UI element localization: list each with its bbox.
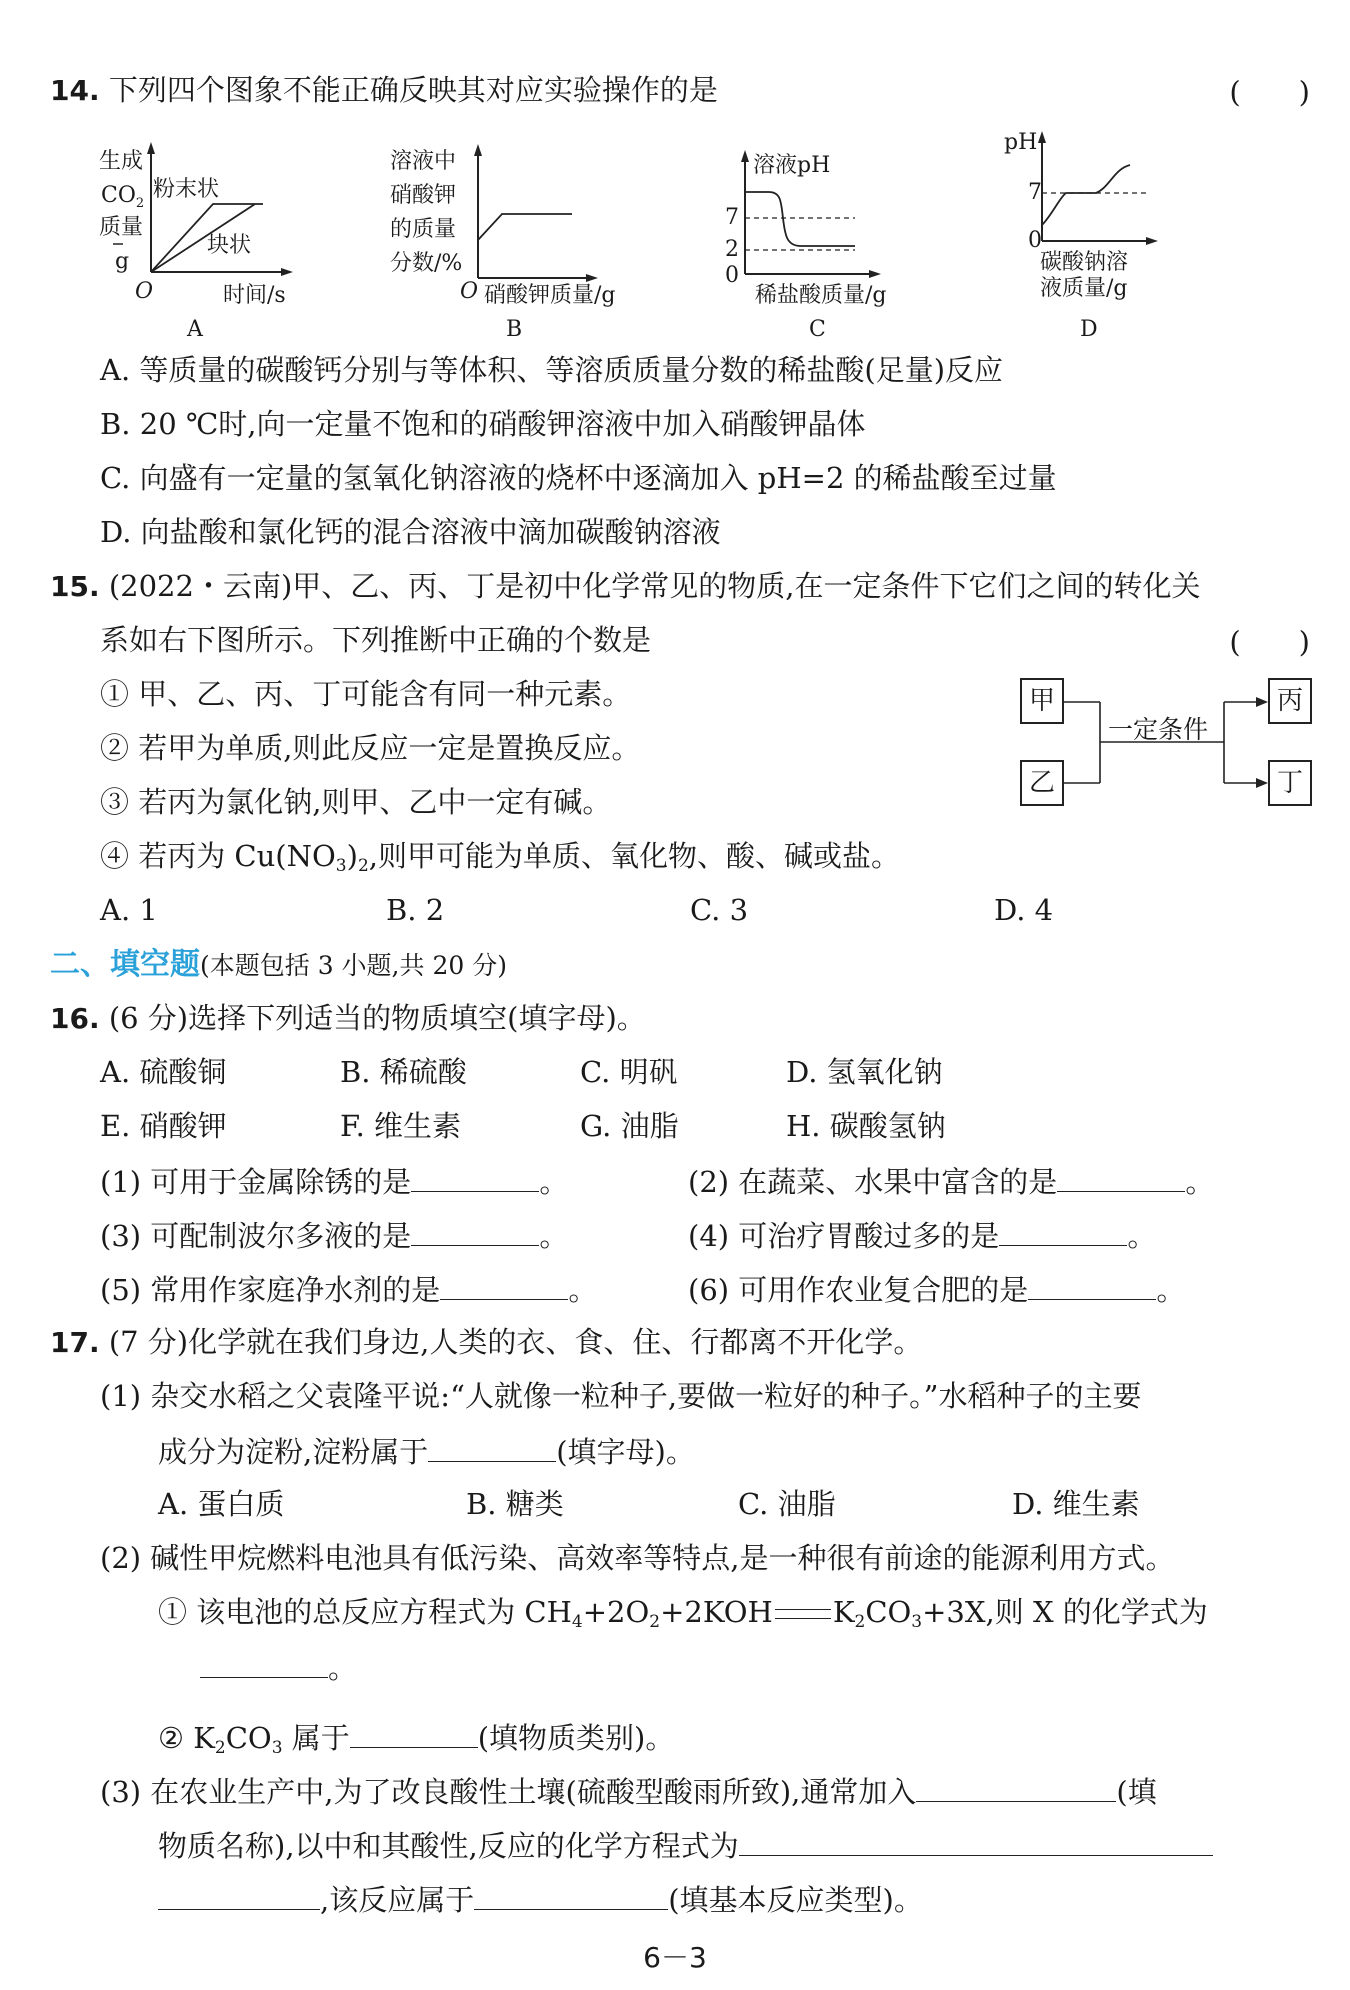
q14-answer-paren: ( ) [1229,75,1310,109]
q17-choice-a: A. 蛋白质 [158,1487,285,1521]
q16-item-6: (6) 可用作农业复合肥的是 。 [688,1268,1185,1310]
graph-b-ylabel4: 分数/% [390,251,463,276]
graph-c [725,140,965,340]
q17-part3-line2: 物质名称),以中和其酸性,反应的化学方程式为 [158,1824,1213,1866]
graph-d-ylabel: pH [1004,130,1038,155]
q15-number: 15. [50,570,100,603]
diagram-box-yi: 乙 [1020,760,1064,806]
q16-item-1: (1) 可用于金属除锈的是 。 [100,1160,568,1202]
graph-a [95,140,315,340]
q17-part1-line1: (1) 杂交水稻之父袁隆平说:“人就像一粒种子,要做一粒好的种子。”水稻种子的主要 [100,1379,1142,1413]
diagram-box-jia: 甲 [1020,678,1064,724]
q16-blank-1[interactable] [411,1160,539,1192]
q15-choice-b: B. 2 [386,893,445,927]
q17-choice-d: D. 维生素 [1012,1487,1140,1521]
q17-blank-5[interactable] [739,1824,1213,1856]
q16-blank-3[interactable] [411,1214,539,1246]
graph-c-tick0: 0 [725,263,739,288]
q16-choice-c: C. 明矾 [580,1055,678,1089]
diagram-condition-label: 一定条件 [1108,715,1209,744]
q17-blank-1[interactable] [428,1430,556,1462]
q15-answer-paren: ( ) [1229,625,1310,659]
q14-stem: 下列四个图象不能正确反映其对应实验操作的是 [108,73,718,107]
graph-c-tick7: 7 [725,205,739,230]
section-2-title: 二、填空题 [50,947,200,982]
q14-stem-line [50,70,718,111]
q16-choice-e: E. 硝酸钾 [100,1109,227,1143]
q14-option-d: D. 向盐酸和氯化钙的混合溶液中滴加碳酸钠溶液 [100,515,721,549]
graph-c-tick2: 2 [725,237,739,262]
diagram-box-ding: 丁 [1268,760,1312,806]
graph-c-caption: C [809,317,826,342]
graph-d-xlabel1: 碳酸钠溶 [1040,250,1129,275]
q15-statement-4: ④ 若丙为 $Cu(NO_3)_2$,则甲可能为单质、氧化物、酸、碱或盐。 [100,839,900,876]
q17-blank-6[interactable] [158,1878,320,1910]
q17-part1-line2: 成分为淀粉,淀粉属于 (填字母)。 [158,1430,695,1472]
graph-b-ylabel1: 溶液中 [390,149,457,174]
q17-blank-7[interactable] [474,1878,668,1910]
graph-a-xlabel: 时间/s [223,283,286,308]
q14-option-a: A. 等质量的碳酸钙分别与等体积、等溶质质量分数的稀盐酸(足量)反应 [100,353,1004,387]
q16-choice-b: B. 稀硫酸 [340,1055,467,1089]
q17-choice-b: B. 糖类 [466,1487,564,1521]
q16-choice-d: D. 氢氧化钠 [786,1055,943,1089]
graph-a-ylabel4: g [115,249,130,274]
q17-part3-line3: ,该反应属于 (填基本反应类型)。 [158,1878,923,1920]
section-2-note: (本题包括 3 小题,共 20 分) [200,951,507,980]
graph-a-ylabel1: 生成 [99,149,144,174]
graph-c-ylabel: 溶液pH [753,153,831,178]
q15-choice-d: D. 4 [994,893,1054,927]
q16-stem: (6 分)选择下列适当的物质填空(填字母)。 [108,1001,646,1035]
graph-d [1000,125,1180,340]
q16-item-5: (5) 常用作家庭净水剂的是 。 [100,1268,597,1310]
graph-c-xlabel: 稀盐酸质量/g [755,283,887,308]
graph-b-ylabel3: 的质量 [390,217,457,242]
graph-b [390,140,650,340]
q16-item-4: (4) 可治疗胃酸过多的是 。 [688,1214,1156,1256]
graph-a-curve2-label: 块状 [207,233,252,258]
graph-d-curve [1042,165,1130,225]
q16-choice-h: H. 碳酸氢钠 [786,1109,946,1143]
q15-choice-a: A. 1 [100,893,158,927]
q16-stem-line [50,998,646,1039]
q17-blank-2[interactable] [200,1646,328,1678]
q16-choice-a: A. 硫酸铜 [100,1055,227,1089]
graph-a-ylabel3: 质量 [99,215,144,240]
equation-sign [775,1609,831,1619]
graph-c-curve [745,192,855,246]
q15-choice-c: C. 3 [690,893,749,927]
graph-b-caption: B [506,317,523,342]
q15-statement-2: ② 若甲为单质,则此反应一定是置换反应。 [100,731,641,765]
q15-stem-text1: (2022・云南)甲、乙、丙、丁是初中化学常见的物质,在一定条件下它们之间的转化关 [108,569,1201,603]
q17-number: 17. [50,1326,100,1359]
q17-stem: (7 分)化学就在我们身边,人类的衣、食、住、行都离不开化学。 [108,1325,923,1359]
q15-statement-3: ③ 若丙为氯化钠,则甲、乙中一定有碱。 [100,785,612,819]
diagram-box-bing: 丙 [1268,678,1312,724]
q17-choice-c: C. 油脂 [738,1487,836,1521]
q14-option-b: B. 20 ℃时,向一定量不饱和的硝酸钾溶液中加入硝酸钾晶体 [100,407,866,441]
q15-stem-line2: 系如右下图所示。下列推断中正确的个数是 [100,623,652,657]
q17-part2-answer-line: 。 [200,1646,357,1688]
q16-blank-5[interactable] [440,1268,568,1300]
q17-stem-line [50,1322,922,1363]
q14-number: 14. [50,74,100,107]
section-2-heading [50,944,507,986]
q17-blank-4[interactable] [916,1770,1116,1802]
q16-blank-6[interactable] [1028,1268,1156,1300]
graph-a-ylabel2: $CO_2$ [101,183,145,211]
page-number: 6－3 [643,1941,707,1974]
q17-blank-3[interactable] [350,1716,478,1748]
graph-d-xlabel2: 液质量/g [1040,276,1128,301]
q16-blank-4[interactable] [999,1214,1127,1246]
graph-b-ylabel2: 硝酸钾 [390,183,457,208]
q15-stem-line1 [50,566,1200,607]
graph-b-curve [478,214,572,240]
graph-b-origin: O [460,279,479,304]
graph-d-tick0: 0 [1028,228,1042,253]
q16-choice-f: F. 维生素 [340,1109,462,1143]
q16-item-2: (2) 在蔬菜、水果中富含的是 。 [688,1160,1214,1202]
q17-part3-line1: (3) 在农业生产中,为了改良酸性土壤(硫酸型酸雨所致),通常加入 (填 [100,1770,1157,1812]
q14-option-c: C. 向盛有一定量的氢氧化钠溶液的烧杯中逐滴加入 pH=2 的稀盐酸至过量 [100,461,1057,495]
q17-part2-equation: ① 该电池的总反应方程式为 $CH_4+2O_2+2KOH$ $K_2CO_3+3X$,则 X 的化学式为 [158,1595,1208,1632]
q16-blank-2[interactable] [1057,1160,1185,1192]
graph-b-xlabel: 硝酸钾质量/g [484,283,616,308]
q16-item-3: (3) 可配制波尔多液的是 。 [100,1214,568,1256]
graph-a-caption: A [187,317,203,342]
q17-part2-k2co3: ② $K_2CO_3$ 属于 (填物质类别)。 [158,1716,674,1768]
q17-part2-line1: (2) 碱性甲烷燃料电池具有低污染、高效率等特点,是一种很有前途的能源利用方式。 [100,1541,1175,1575]
graph-d-caption: D [1080,317,1098,342]
graph-a-origin: O [135,279,154,304]
q15-statement-1: ① 甲、乙、丙、丁可能含有同一种元素。 [100,677,632,711]
q16-number: 16. [50,1002,100,1035]
q16-choice-g: G. 油脂 [580,1109,679,1143]
graph-d-tick7: 7 [1028,180,1042,205]
graph-a-curve1-label: 粉末状 [153,177,220,202]
